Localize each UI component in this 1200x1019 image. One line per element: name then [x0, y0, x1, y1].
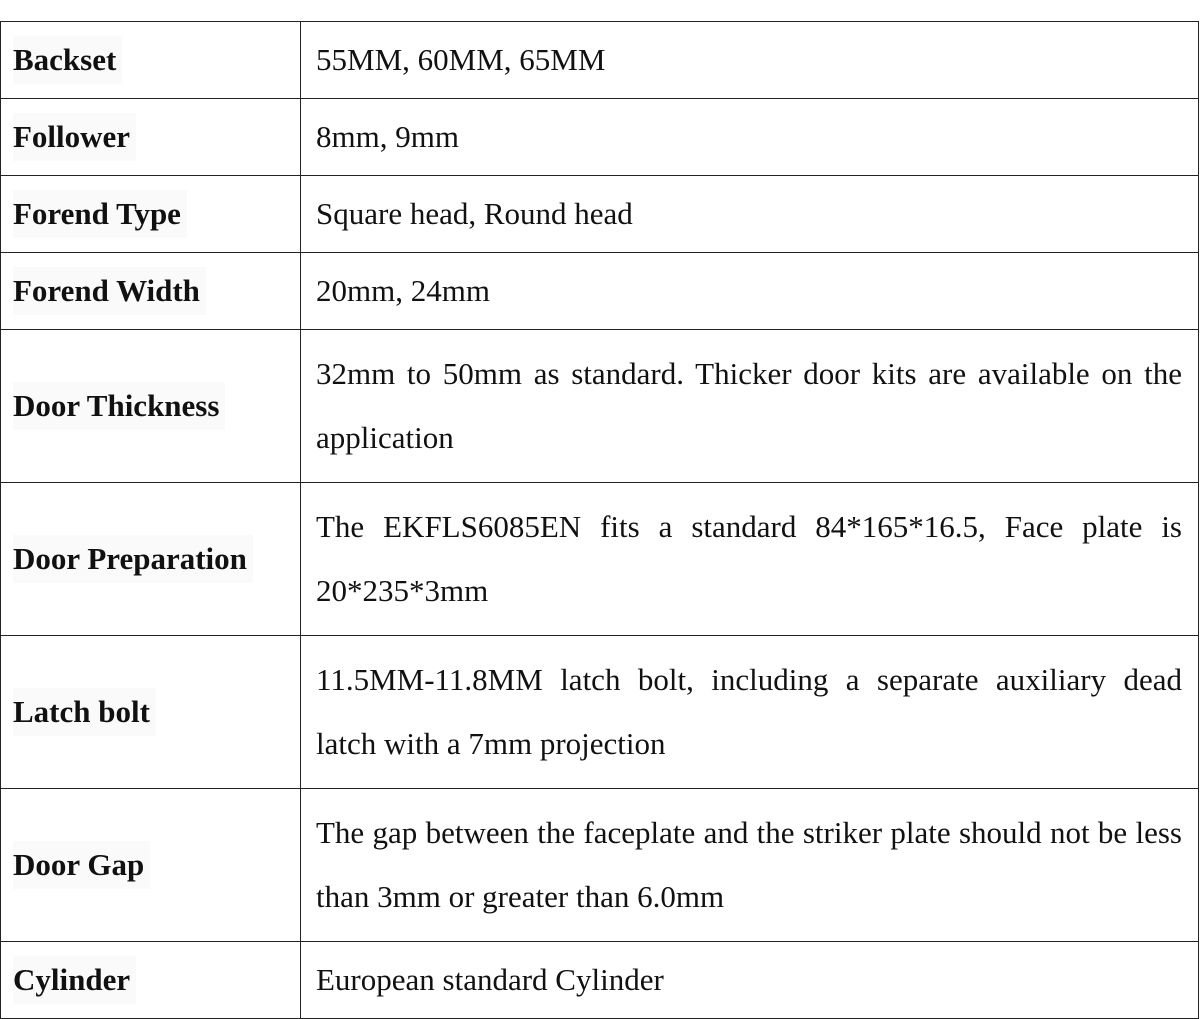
spec-label-text: Latch bolt: [13, 688, 156, 736]
spec-value: 20mm, 24mm: [301, 253, 1199, 330]
spec-label: [1, 942, 301, 1019]
spec-label: [1, 483, 301, 636]
spec-label-text: Door Gap: [13, 841, 150, 889]
table-row: [1, 483, 1199, 636]
table-row: [1, 789, 1199, 942]
spec-label-text: Door Preparation: [13, 535, 253, 583]
spec-label-text: Door Thickness: [13, 382, 225, 430]
table-row: [1, 22, 1199, 99]
spec-label-text: Backset: [13, 36, 122, 84]
spec-label: [1, 636, 301, 789]
spec-label: [1, 22, 301, 99]
spec-label: [1, 99, 301, 176]
spec-label: [1, 176, 301, 253]
table-row: [1, 330, 1199, 483]
spec-value: 55MM, 60MM, 65MM: [301, 22, 1199, 99]
table-row: [1, 99, 1199, 176]
table-row: [1, 176, 1199, 253]
table-row: [1, 636, 1199, 789]
spec-value: Square head, Round head: [301, 176, 1199, 253]
spec-label: [1, 253, 301, 330]
spec-value: The EKFLS6085EN fits a standard 84*165*16.5, Face plate is 20*235*3mm: [301, 483, 1199, 636]
table-row: [1, 942, 1199, 1019]
spec-value: European standard Cylinder: [301, 942, 1199, 1019]
spec-value: 32mm to 50mm as standard. Thicker door kits are available on the application: [301, 330, 1199, 483]
spec-label: [1, 330, 301, 483]
spec-value: The gap between the faceplate and the striker plate should not be less than 3mm or greater than 6.0mm: [301, 789, 1199, 942]
table-row: [1, 253, 1199, 330]
spec-label-text: Forend Width: [13, 267, 206, 315]
spec-value: 8mm, 9mm: [301, 99, 1199, 176]
specification-table: [0, 21, 1199, 1019]
spec-value: 11.5MM-11.8MM latch bolt, including a separate auxiliary dead latch with a 7mm projection: [301, 636, 1199, 789]
spec-label-text: Follower: [13, 113, 136, 161]
spec-label-text: Forend Type: [13, 190, 187, 238]
spec-label-text: Cylinder: [13, 956, 136, 1004]
spec-label: [1, 789, 301, 942]
